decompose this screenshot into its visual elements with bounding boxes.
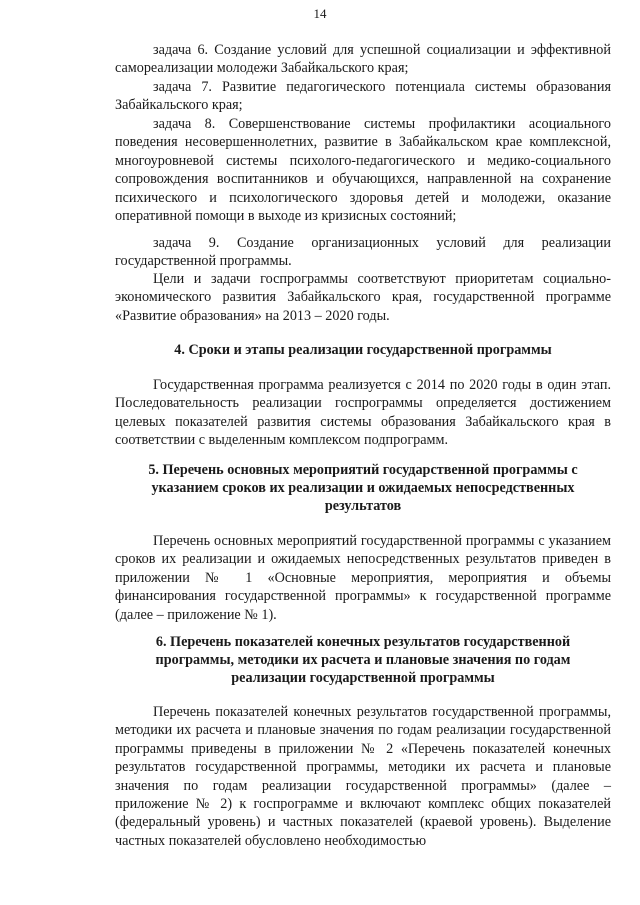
section-4-heading: 4. Сроки и этапы реализации государственной программы [174,342,552,358]
task-8-paragraph: задача 8. Совершенствование системы профилактики асоциального поведения несовершеннолетних, развитие в Забайкальском крае комплексной, многоуровневой системы психолого-педагогического и медико-социального сопровождения воспитанников и обучающихся, направленной на сохранение психического и психологического здоровья детей и молодежи, оказание оперативной помощи в выходе из кризисных состояний; [115,116,611,225]
section-4-text: Государственная программа реализуется с 2014 по 2020 годы в один этап. Последовательность реализации госпрограммы определяется достижением целевых показателей развития системы образования Забайкальского края в соответствии с выделенным комплексом подпрограмм. [115,377,611,449]
section-6-heading: 6. Перечень показателей конечных результатов государственной программы, методики их расчета и плановые значения по годам реализации государственной программы [155,634,571,686]
task-9-paragraph: задача 9. Создание организационных условий для реализации государственной программы. [115,235,611,270]
section-5-text: Перечень основных мероприятий государственной программы с указанием сроков их реализации и ожидаемых непосредственных результатов приведен в приложении № 1 «Основные мероприятия, мероприятия и объемы финансирования государственной программы» к государственной программе (далее – приложение № 1). [115,533,611,623]
task-7-paragraph: задача 7. Развитие педагогического потенциала системы образования Забайкальского края; [115,79,611,114]
page-number: 14 [313,6,327,21]
section-6-text: Перечень показателей конечных результатов государственной программы, методики их расчета и плановые значения по годам реализации государственной программы приведены в приложении № 2 «Перечень показателей конечных результатов государственной программы, методики их расчета и плановые значения по годам реализации государственной программы» (далее – приложение № 2) к госпрограмме и включают комплекс общих показателей (федеральный уровень) и частных показателей (краевой уровень). Выделение частных показателей обусловлено необходимостью [115,704,611,849]
goals-paragraph: Цели и задачи госпрограммы соответствуют приоритетам социально-экономического развития Забайкальского края, государственной программе «Развитие образования» на 2013 – 2020 годы. [115,271,611,324]
section-5-heading: 5. Перечень основных мероприятий государственной программы с указанием сроков их реализации и ожидаемых непосредственных результатов [148,462,578,514]
task-6-paragraph: задача 6. Создание условий для успешной социализации и эффективной самореализации молодежи Забайкальского края; [115,42,611,77]
